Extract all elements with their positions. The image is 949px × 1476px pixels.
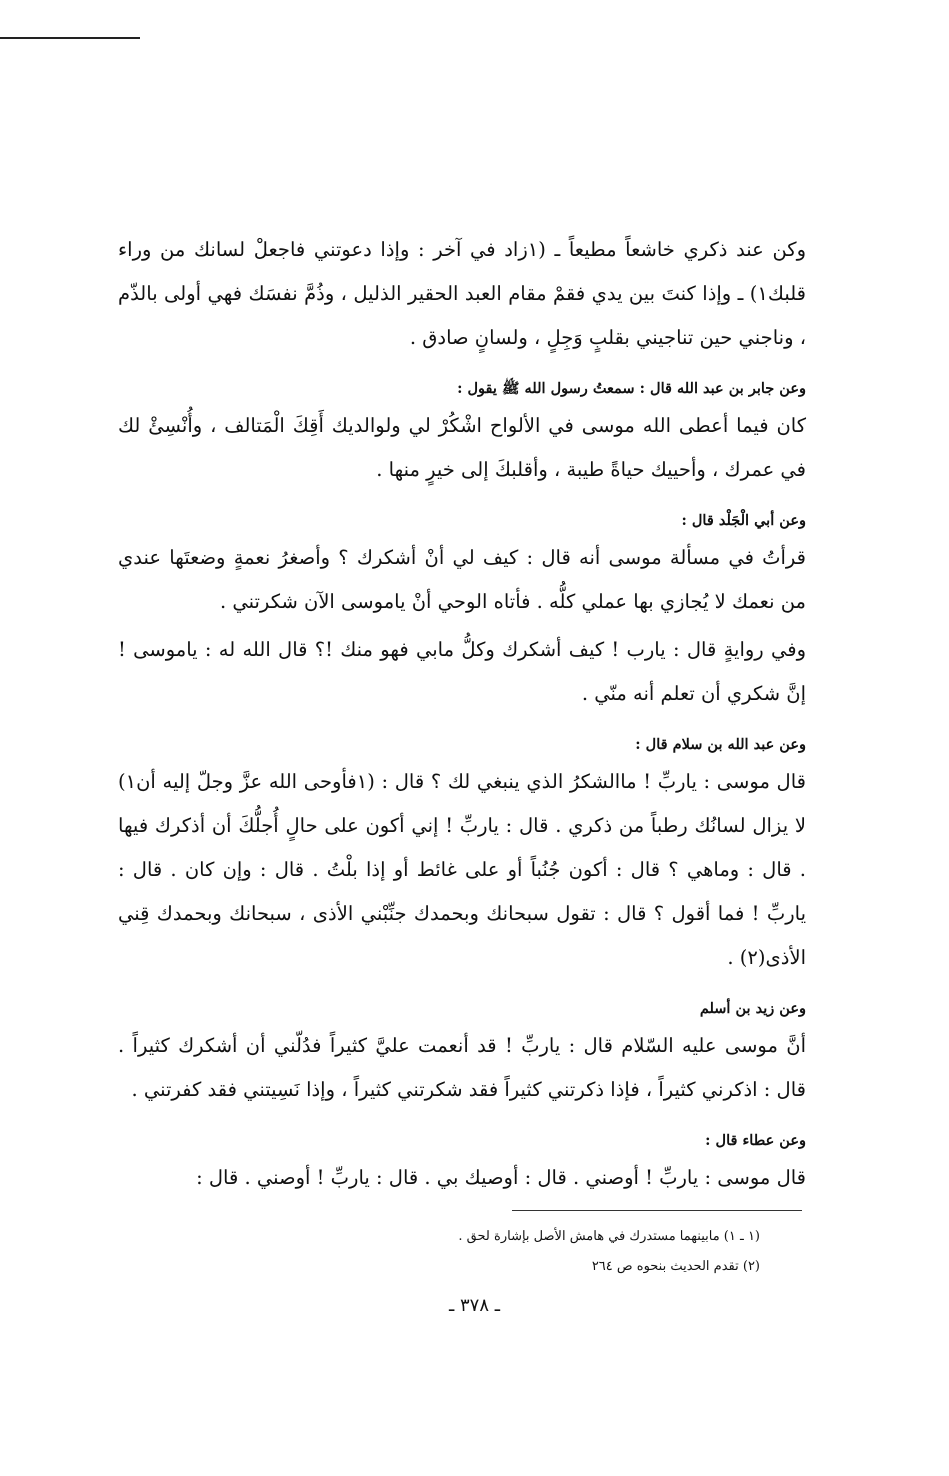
page-number: ـ ٣٧٨ ـ: [448, 1295, 500, 1316]
source-abdullah-bin-salam: وعن عبد الله بن سلام قال :: [635, 736, 806, 753]
paragraph-7: قال موسى : ياربِّ ! أوصني . قال : أوصيك بي . قال : ياربِّ ! أوصني . قال :: [196, 1166, 806, 1189]
source-ata: وعن عطاء قال :: [705, 1132, 806, 1149]
paragraph-1: وكن عند ذكري خاشعاً مطيعاً ـ (١زاد في آخر : وإذا دعوتني فاجعلْ لسانك من وراء قلبك١) ـ وإذا كنتَ بين يدي فقمْ مقام العبد الحقير الذليل ، وذُمَّ نفسَك فهي أولى بالذّم ، وناجني حين تناجيني بقلبٍ وَجِلٍ ، ولسانٍ صادق .: [118, 238, 806, 349]
top-corner-rule: [0, 37, 140, 39]
paragraph-2: كان فيما أعطى الله موسى في الألواح اشْكُرْ لي ولوالديك أَقِكَ الْمَتالف ، وأُنْسِئْ لك في عمرك ، وأحييك حياةً طيبة ، وأقلبكَ إلى خيرٍ منها .: [118, 414, 806, 481]
paragraph-3: قرأتُ في مسألة موسى أنه قال : كيف لي أنْ أشكرك ؟ وأصغرُ نعمةٍ وضعتَها عندي من نعمك لا يُجازي بها عملي كلُّه . فأتاه الوحي أنْ ياموسى الآن شكرتني .: [118, 546, 806, 613]
footnotes: [400, 1222, 760, 1282]
source-jabir: وعن جابر بن عبد الله قال : سمعتُ رسول الله ﷺ يقول :: [457, 380, 806, 397]
paragraph-5: قال موسى : ياربِّ ! ماالشكرُ الذي ينبغي لك ؟ قال : (١فأوحى الله عزَّ وجلّ إليه أن١) لا يزال لسانُك رطباً من ذكري . قال : ياربِّ ! إني أكون على حالٍ أُجلُّكَ أن أذكرك فيها . قال : وماهي ؟ قال : أكون جُنُباً أو على غائط أو إذا بلْتُ . قال : وإن كان . قال : ياربِّ ! فما أقول ؟ قال : تقول سبحانك وبحمدك جنِّبْني الأذى ، سبحانك وبحمدك قِني الأذى(٢) .: [118, 770, 806, 969]
footnote-2: (٢) تقدم الحديث بنحوه ص ٢٦٤: [591, 1259, 760, 1274]
source-zayd-bin-aslam: وعن زيد بن أسلم: [699, 1000, 806, 1017]
paragraph-4: وفي روايةٍ قال : يارب ! كيف أشكرك وكلُّ مابي فهو منك !؟ قال الله له : ياموسى ! إنَّ شكري أن تعلم أنه منّي .: [118, 638, 806, 705]
footnote-rule: [512, 1210, 802, 1211]
paragraph-6: أنَّ موسى عليه السّلام قال : ياربِّ ! قد أنعمت عليَّ كثيراً فدُلّني أن أشكرك كثيراً . قال : اذكرني كثيراً ، فإذا ذكرتني كثيراً فقد شكرتني كثيراً ، وإذا نَسِيتني فقد كفرتني .: [118, 1034, 806, 1101]
source-abu-al-jald: وعن أبي الْجَلْد قال :: [681, 512, 806, 529]
footnote-1: (١ ـ ١) مابينهما مستدرك في هامش الأصل بإشارة لحق .: [458, 1229, 760, 1244]
page-body: [118, 228, 806, 1200]
